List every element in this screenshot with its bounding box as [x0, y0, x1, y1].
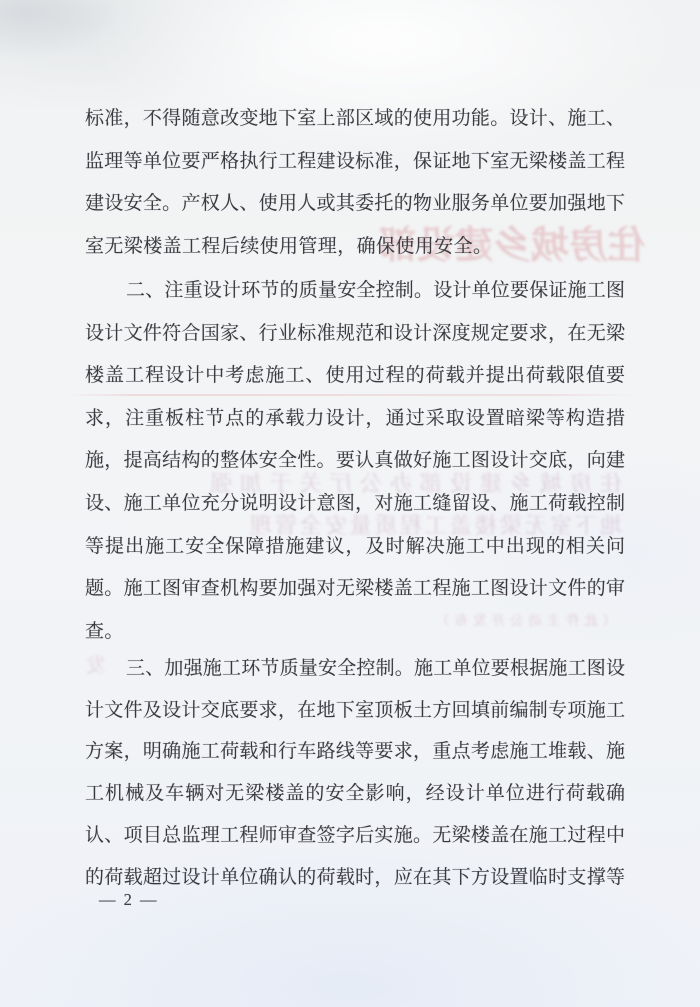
text-line: 建设安全。产权人、使用人或其委托的物业服务单位要加强地下	[85, 193, 625, 215]
text-line: 工机械及车辆对无梁楼盖的安全影响，经设计单位进行荷载确	[85, 783, 625, 805]
text-line: 方案，明确施工荷载和行车路线等要求，重点考虑施工堆载、施	[85, 741, 625, 763]
text-line: 认、项目总监理工程师审查签字后实施。无梁楼盖在施工过程中	[85, 824, 625, 846]
text-line: 三、加强施工环节质量安全控制。施工单位要根据施工图设	[126, 658, 625, 679]
paragraph-2	[85, 270, 625, 653]
text-line: 设计文件符合国家、行业标准规范和设计深度规定要求，在无梁	[85, 322, 625, 344]
text-line: 施，提高结构的整体安全性。要认真做好施工图设计交底，向建	[85, 450, 625, 472]
bleed-through-line-1: 住房城乡建设部办公厅关于加强	[201, 471, 622, 496]
text-line: 查。	[85, 620, 124, 642]
paragraph-3	[85, 648, 625, 898]
bleed-through-title: 住房城乡建设部	[378, 225, 645, 267]
text-line: 监理等单位要严格执行工程建设标准，保证地下室无梁楼盖工程	[85, 150, 625, 172]
text-line: 楼盖工程设计中考虑施工、使用过程的荷载并提出荷载限值要	[85, 365, 625, 387]
text-line: 等提出施工安全保障措施建议，及时解决施工中出现的相关问	[85, 535, 625, 557]
bleed-through-line-2: 地下室无梁楼盖工程质量安全管理	[246, 513, 622, 538]
text-line: 题。施工图审查机构要加强对无梁楼盖工程施工图设计文件的审	[85, 578, 625, 600]
page-number: — 2 —	[99, 890, 159, 909]
text-line: 室无梁楼盖工程后续使用管理，确保使用安全。	[85, 235, 493, 257]
scan-smudge	[0, 0, 120, 60]
text-line: 的荷载超过设计单位确认的荷载时，应在其下方设置临时支撑等	[85, 866, 625, 888]
text-line: 设、施工单位充分说明设计意图，对施工缝留设、施工荷载控制	[85, 492, 625, 514]
paragraph-1	[85, 98, 625, 268]
bleed-through-glyph: 发	[86, 655, 106, 677]
text-line: 计文件及设计交底要求，在地下室顶板土方回填前编制专项施工	[85, 699, 625, 721]
text-line: 求，注重板柱节点的承载力设计，通过采取设置暗梁等构造措	[85, 407, 625, 429]
text-line: 二、注重设计环节的质量安全控制。设计单位要保证施工图	[126, 280, 625, 301]
text-line: 标准，不得随意改变地下室上部区域的使用功能。设计、施工、	[85, 108, 625, 129]
bleed-through-line-3: （此件主动公开发布）	[431, 613, 616, 628]
